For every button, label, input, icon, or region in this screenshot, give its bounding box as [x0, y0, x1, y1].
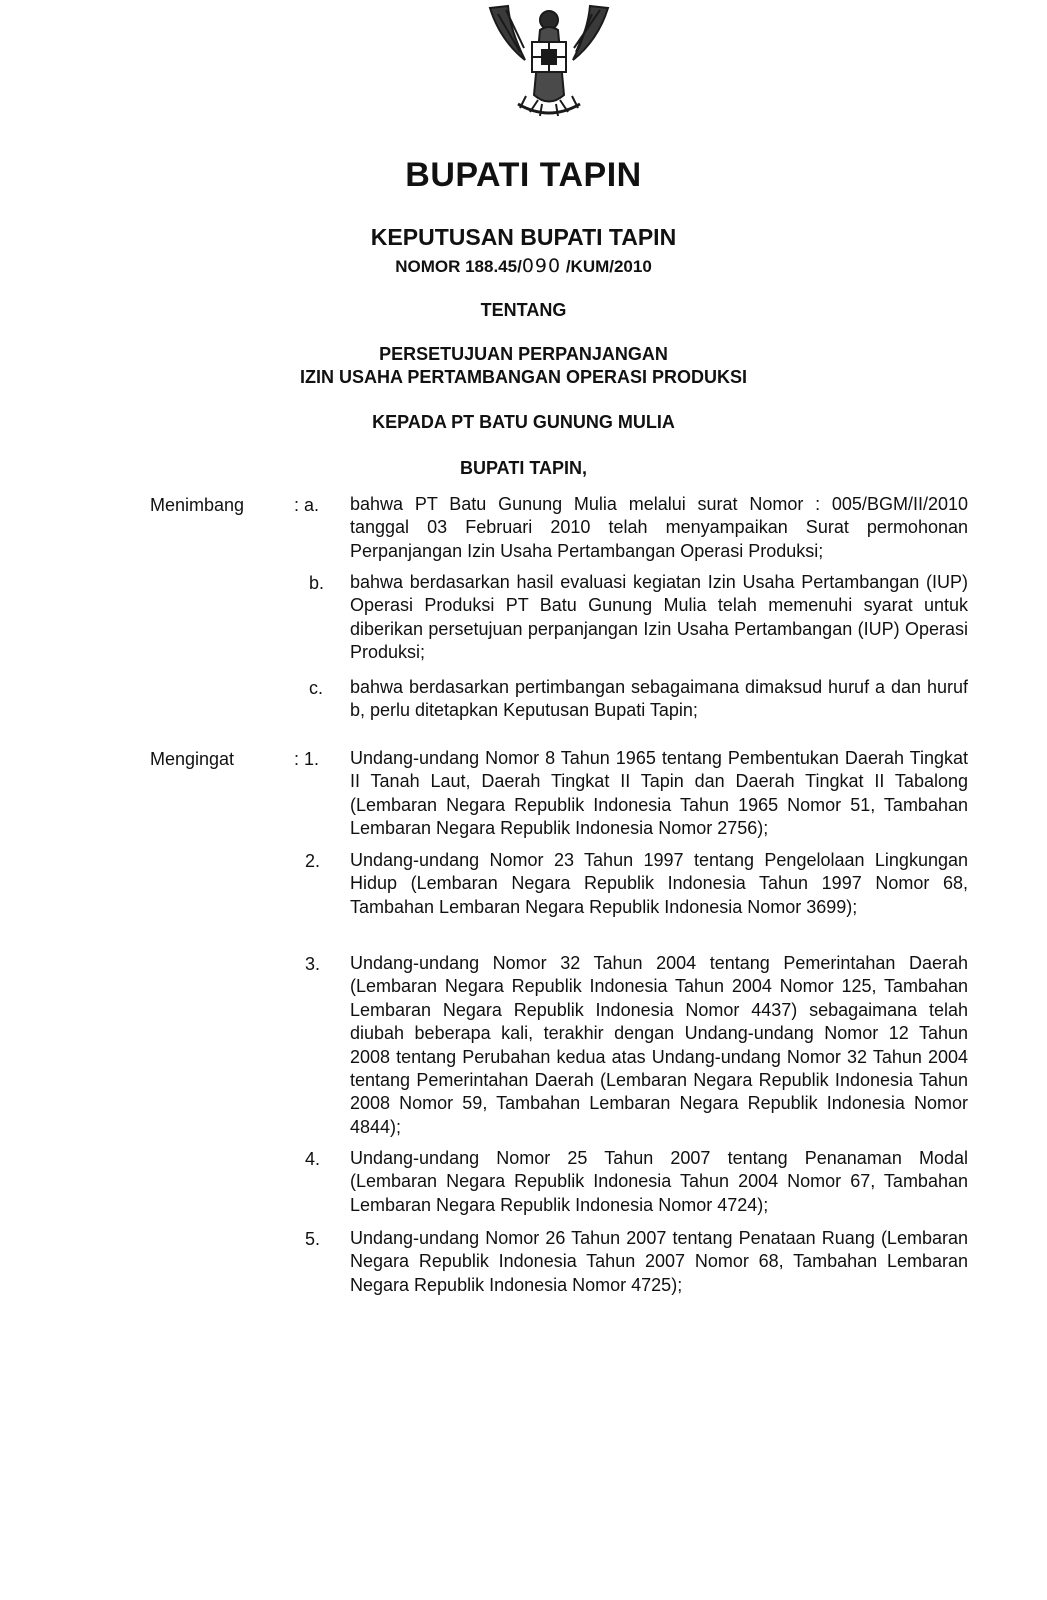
mengingat-item-3: Undang-undang Nomor 32 Tahun 2004 tentang Pemerintahan Daerah (Lembaran Negara Republik Indonesia Tahun 2004 Nomor 125, Tambahan Lembaran Negara Republik Indonesia Nomor 4437) sebagaimana telah diubah beberapa kali, terakhir dengan Undang-undang Nomor 12 Tahun 2008 tentang Perubahan kedua atas Undang-undang Nomor 32 Tahun 2004 tentang Pemerintahan Daerah (Lembaran Negara Republik Indonesia Tahun 2008 Nomor 59, Tambahan Lembaran Negara Republik Indonesia Nomor 4844); [350, 953, 968, 1137]
mengingat-item-1: Undang-undang Nomor 8 Tahun 1965 tentang Pembentukan Daerah Tingkat II Tanah Laut, Daerah Tingkat II Tapin dan Daerah Tingkat II Tabalong (Lembaran Negara Republik Indonesia Tahun 1965 Nomor 51, Tambahan Lembaran Negara Republik Indonesia Nomor 2756); [350, 748, 968, 839]
decree-number [0, 255, 1047, 277]
mengingat-marker-3: 3. [305, 954, 321, 974]
menimbang-label: Menimbang [150, 495, 245, 515]
garuda-emblem-icon [480, 0, 618, 120]
menimbang-item-c: bahwa berdasarkan pertimbangan sebagaimana dimaksud huruf a dan huruf b, perlu ditetapkan Keputusan Bupati Tapin; [350, 677, 968, 721]
menimbang-item-b: bahwa berdasarkan hasil evaluasi kegiatan Izin Usaha Pertambangan (IUP) Operasi Produksi PT Batu Gunung Mulia telah memenuhi syarat untuk diberikan persetujuan perpanjangan Izin Usaha Pertambangan (IUP) Operasi Produksi; [350, 572, 968, 663]
mengingat-item-5: Undang-undang Nomor 26 Tahun 2007 tentang Penataan Ruang (Lembaran Negara Republik Indonesia Tahun 2007 Nomor 68, Tambahan Lembaran Negara Republik Indonesia Nomor 4725); [350, 1228, 968, 1295]
mengingat-label: Mengingat [150, 749, 235, 769]
decree-number-prefix: NOMOR 188.45/ [395, 257, 522, 276]
mengingat-marker-4: 4. [305, 1149, 321, 1169]
menimbang-marker-c: c. [309, 678, 324, 698]
subject-line-1: PERSETUJUAN PERPANJANGAN [379, 344, 668, 364]
menimbang-item-a: bahwa PT Batu Gunung Mulia melalui surat Nomor : 005/BGM/II/2010 tanggal 03 Februari 2010 telah menyampaikan Surat permohonan Perpanjangan Izin Usaha Pertambangan Operasi Produksi; [350, 494, 968, 561]
mengingat-marker-5: 5. [305, 1229, 321, 1249]
mengingat-marker-1: : 1. [294, 749, 320, 769]
menimbang-marker-a: : a. [294, 495, 320, 515]
subject-line-2: IZIN USAHA PERTAMBANGAN OPERASI PRODUKSI [299, 367, 748, 387]
decree-title: KEPUTUSAN BUPATI TAPIN [370, 224, 677, 250]
page-title: BUPATI TAPIN [405, 156, 642, 194]
mengingat-item-2: Undang-undang Nomor 23 Tahun 1997 tentang Pengelolaan Lingkungan Hidup (Lembaran Negara Republik Indonesia Tahun 1997 Nomor 68, Tambahan Lembaran Negara Republik Indonesia Nomor 3699); [350, 850, 968, 917]
decree-number-handwritten: 090 [521, 255, 562, 277]
bupati-signoff: BUPATI TAPIN, [460, 458, 587, 478]
menimbang-marker-b: b. [309, 573, 325, 593]
mengingat-marker-2: 2. [305, 851, 321, 871]
decree-number-suffix: /KUM/2010 [565, 257, 652, 276]
tentang-heading: TENTANG [480, 300, 567, 320]
mengingat-item-4: Undang-undang Nomor 25 Tahun 2007 tentang Penanaman Modal (Lembaran Negara Republik Indonesia Tahun 2004 Nomor 67, Tambahan Lembaran Negara Republik Indonesia Nomor 4724); [350, 1148, 968, 1215]
recipient-heading: KEPADA PT BATU GUNUNG MULIA [372, 412, 675, 432]
